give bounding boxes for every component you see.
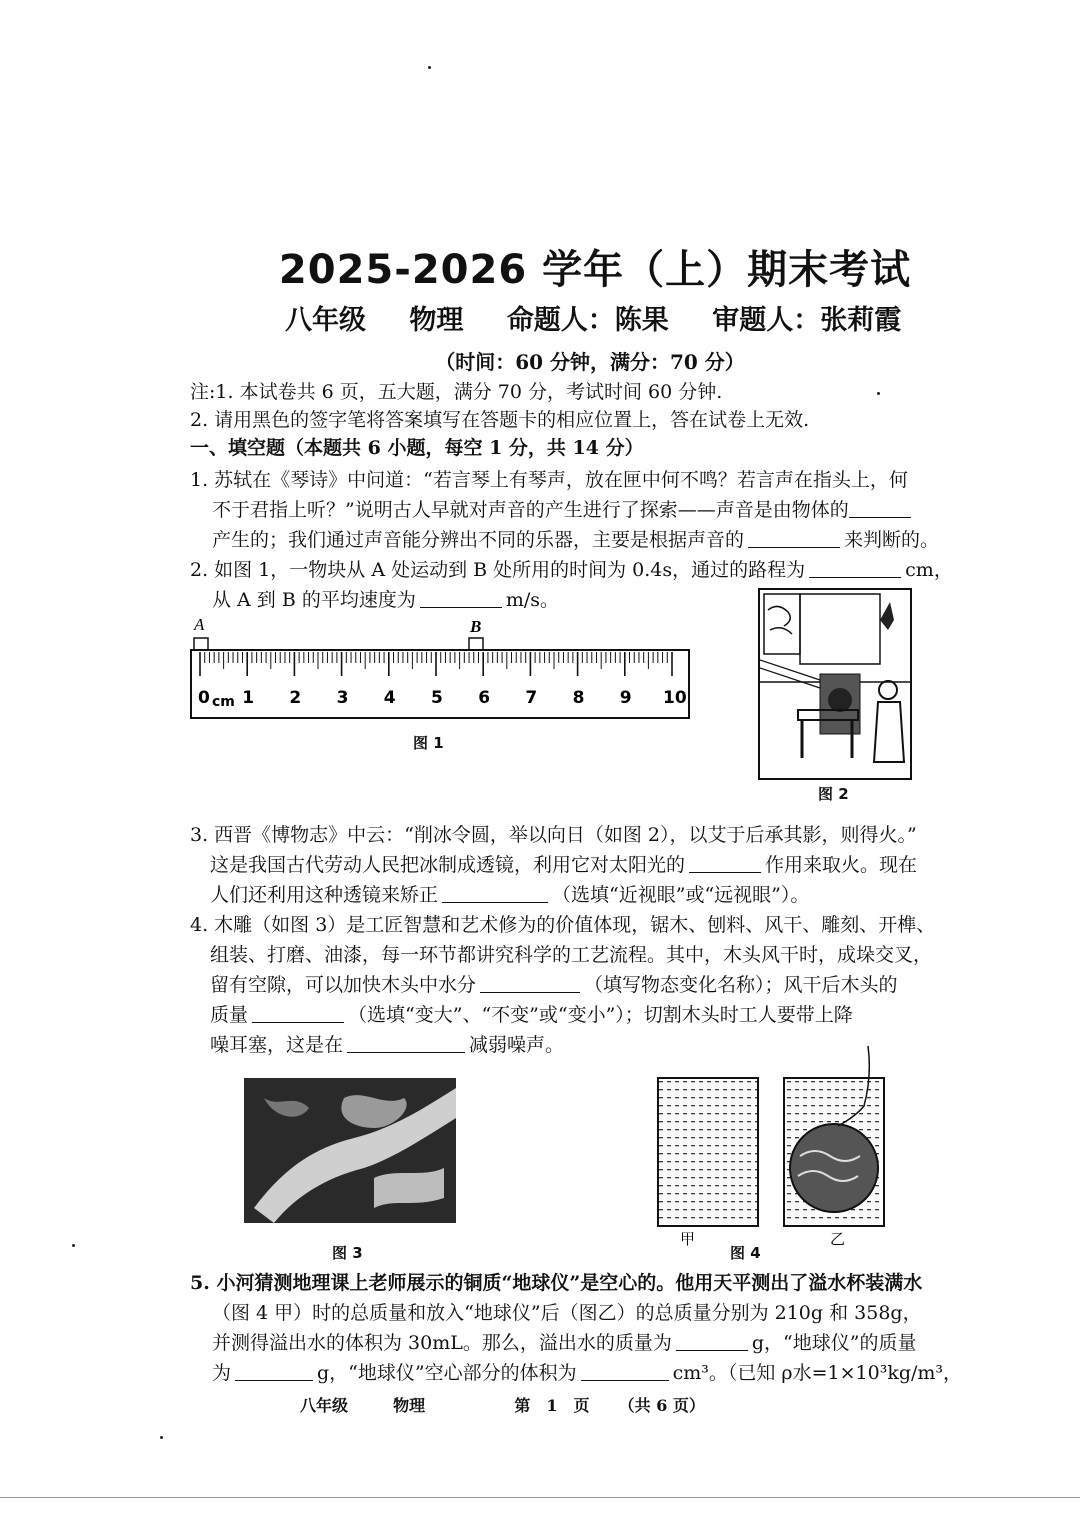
figure-3-woodcarving bbox=[244, 1078, 456, 1223]
q5-line-3 bbox=[212, 1331, 916, 1355]
setter-label: 命题人：陈果 bbox=[506, 305, 669, 336]
q3-blank-2[interactable] bbox=[442, 884, 548, 903]
q5-line-1: 5. 小河猜测地理课上老师展示的铜质“地球仪”是空心的。他用天平测出了溢水杯装满水 bbox=[190, 1272, 923, 1294]
note-2: 2. 请用黑色的签字笔将答案填写在答题卡的相应位置上，答在试卷上无效. bbox=[190, 409, 810, 431]
scan-edge-line bbox=[0, 1497, 1080, 1498]
label-b: B bbox=[470, 617, 482, 636]
footer-grade: 八年级 bbox=[300, 1396, 349, 1415]
q2-blank-2[interactable] bbox=[420, 589, 502, 608]
q4-blank-1[interactable] bbox=[480, 974, 580, 993]
q4-text: （选填“变大”、“不变”或“变小”）；切割木头时工人要带上降 bbox=[348, 1004, 853, 1026]
ruler-ticks bbox=[200, 652, 672, 676]
q2-line-1 bbox=[190, 558, 953, 582]
q3-text: 人们还利用这种透镜来矫正 bbox=[210, 884, 439, 906]
figure-1-caption: 图 1 bbox=[413, 734, 444, 752]
q4-line-2: 组装、打磨、油漆，每一环节都讲究科学的工艺流程。其中，木头风干时，成垛交叉， bbox=[210, 944, 933, 966]
page-footer bbox=[300, 1393, 705, 1416]
q1-blank-2[interactable] bbox=[748, 529, 840, 548]
q2-line-2 bbox=[212, 588, 559, 612]
ruler-labels bbox=[198, 688, 687, 708]
woodcarving-photo bbox=[244, 1078, 456, 1223]
block-a bbox=[194, 638, 208, 650]
q3-text: 这是我国古代劳动人民把冰制成透镜，利用它对太阳光的 bbox=[210, 854, 686, 876]
q3-blank-1[interactable] bbox=[689, 854, 761, 873]
ruler-tick-label: 10 bbox=[663, 688, 687, 708]
q4-text: 留有空隙，可以加快木头中水分 bbox=[210, 974, 477, 996]
q3-text: 作用来取火。现在 bbox=[765, 854, 918, 876]
figure-2-illustration bbox=[758, 588, 912, 780]
ruler-tick-label: 4 bbox=[383, 688, 396, 708]
q5-line-4 bbox=[212, 1361, 962, 1385]
q3-line-1: 3. 西晋《博物志》中云：“削冰令圆，举以向日（如图 2），以艾于后承其影，则得火。” bbox=[190, 824, 917, 846]
q4-line-3 bbox=[210, 973, 898, 997]
footer-page: 第 1 页 bbox=[514, 1396, 590, 1415]
scan-speck bbox=[877, 392, 880, 395]
figure-4-cups bbox=[650, 1046, 890, 1246]
q1-text: 产生的；我们通过声音能分辨出不同的乐器，主要是根据声音的 bbox=[212, 529, 745, 551]
q5-blank-1[interactable] bbox=[676, 1332, 748, 1351]
q3-line-3 bbox=[210, 883, 809, 907]
cup-yi-label: 乙 bbox=[830, 1230, 846, 1246]
q2-unit: m/s。 bbox=[505, 589, 560, 611]
q5-blank-2[interactable] bbox=[235, 1362, 313, 1381]
q1-text: 来判断的。 bbox=[844, 529, 940, 551]
q2-text: 2. 如图 1，一物块从 A 处运动到 B 处所用的时间为 0.4s，通过的路程为 bbox=[190, 559, 806, 581]
q1-line-2 bbox=[212, 498, 911, 522]
q3-text: （选填“近视眼”或“远视眼”）。 bbox=[552, 884, 810, 906]
grade-label: 八年级 bbox=[285, 305, 366, 336]
q4-blank-3[interactable] bbox=[347, 1034, 465, 1053]
q2-blank-1[interactable] bbox=[809, 559, 901, 578]
q4-text: 噪耳塞，这是在 bbox=[210, 1034, 344, 1056]
q5-text: 并测得溢出水的体积为 30mL。那么，溢出水的质量为 bbox=[212, 1332, 672, 1354]
q5-text: cm³。（已知 ρ水=1×10³kg/m³， bbox=[672, 1362, 963, 1384]
figure-4-caption: 图 4 bbox=[730, 1244, 761, 1262]
time-info: （时间：60 分钟，满分：70 分） bbox=[435, 350, 745, 374]
scan-speck bbox=[428, 66, 431, 69]
cup-jia-label: 甲 bbox=[680, 1230, 696, 1246]
ruler-tick-label: 3 bbox=[336, 688, 349, 708]
q5-blank-3[interactable] bbox=[581, 1362, 669, 1381]
q4-text: （填写物态变化名称）；风干后木头的 bbox=[584, 974, 898, 996]
q1-line-1: 1. 苏轼在《琴诗》中问道：“若言琴上有琴声，放在匣中何不鸣？若言声在指头上，何 bbox=[190, 469, 908, 491]
q4-text: 质量 bbox=[210, 1004, 249, 1026]
ruler-tick-label: 0 bbox=[198, 688, 210, 708]
q5-text: g，“地球仪”的质量 bbox=[751, 1332, 917, 1354]
subject-label: 物理 bbox=[409, 305, 464, 336]
q1-line-3 bbox=[212, 528, 939, 552]
q4-line-4 bbox=[210, 1003, 853, 1027]
label-a: A bbox=[194, 615, 205, 634]
q2-text: 从 A 到 B 的平均速度为 bbox=[212, 589, 416, 611]
scan-speck bbox=[160, 1436, 163, 1439]
ruler-tick-label: 1 bbox=[242, 688, 255, 708]
q2-unit: cm， bbox=[905, 559, 953, 581]
q5-text: 为 bbox=[212, 1362, 232, 1384]
section-heading: 一、填空题（本题共 6 小题，每空 1 分，共 14 分） bbox=[190, 437, 644, 459]
ruler-tick-label: 9 bbox=[619, 688, 632, 708]
reviewer-label: 审题人：张莉霞 bbox=[712, 305, 902, 336]
q4-line-1: 4. 木雕（如图 3）是工匠智慧和艺术修为的价值体现，锯木、刨料、风干、雕刻、开榫、 bbox=[190, 914, 936, 936]
footer-total: （共 6 页） bbox=[618, 1396, 705, 1415]
q5-text: g，“地球仪”空心部分的体积为 bbox=[317, 1362, 577, 1384]
ruler-tick-label: 7 bbox=[525, 688, 538, 708]
ruler-graphic bbox=[190, 612, 700, 727]
exam-subtitle bbox=[285, 298, 901, 337]
ice-lens-drawing bbox=[760, 590, 910, 778]
figure-3-caption: 图 3 bbox=[332, 1244, 363, 1262]
ruler-tick-label: 2 bbox=[289, 688, 302, 708]
q1-text: 不于君指上听？”说明古人早就对声音的产生进行了探索——声音是由物体的 bbox=[212, 499, 849, 521]
ruler-tick-label: 6 bbox=[478, 688, 491, 708]
q4-blank-2[interactable] bbox=[252, 1004, 344, 1023]
q3-line-2 bbox=[210, 853, 917, 877]
ruler-tick-label: 8 bbox=[572, 688, 585, 708]
figure-1-ruler bbox=[190, 612, 700, 727]
exam-title: 2025-2026 学年（上）期末考试 bbox=[278, 247, 912, 293]
q1-blank-1[interactable] bbox=[849, 499, 911, 518]
ruler-unit: cm bbox=[212, 694, 235, 710]
block-b bbox=[469, 638, 483, 650]
scan-speck bbox=[72, 1244, 75, 1247]
ruler-tick-label: 5 bbox=[431, 688, 443, 708]
overflow-cup-drawing bbox=[650, 1046, 890, 1246]
q5-line-2: （图 4 甲）时的总质量和放入“地球仪”后（图乙）的总质量分别为 210g 和 358g， bbox=[212, 1302, 922, 1324]
figure-2-caption: 图 2 bbox=[818, 785, 849, 803]
note-1: 注:1. 本试卷共 6 页，五大题，满分 70 分，考试时间 60 分钟. bbox=[190, 381, 723, 403]
footer-subject: 物理 bbox=[393, 1396, 426, 1415]
q4-text: 减弱噪声。 bbox=[469, 1034, 565, 1056]
q4-line-5 bbox=[210, 1033, 564, 1057]
